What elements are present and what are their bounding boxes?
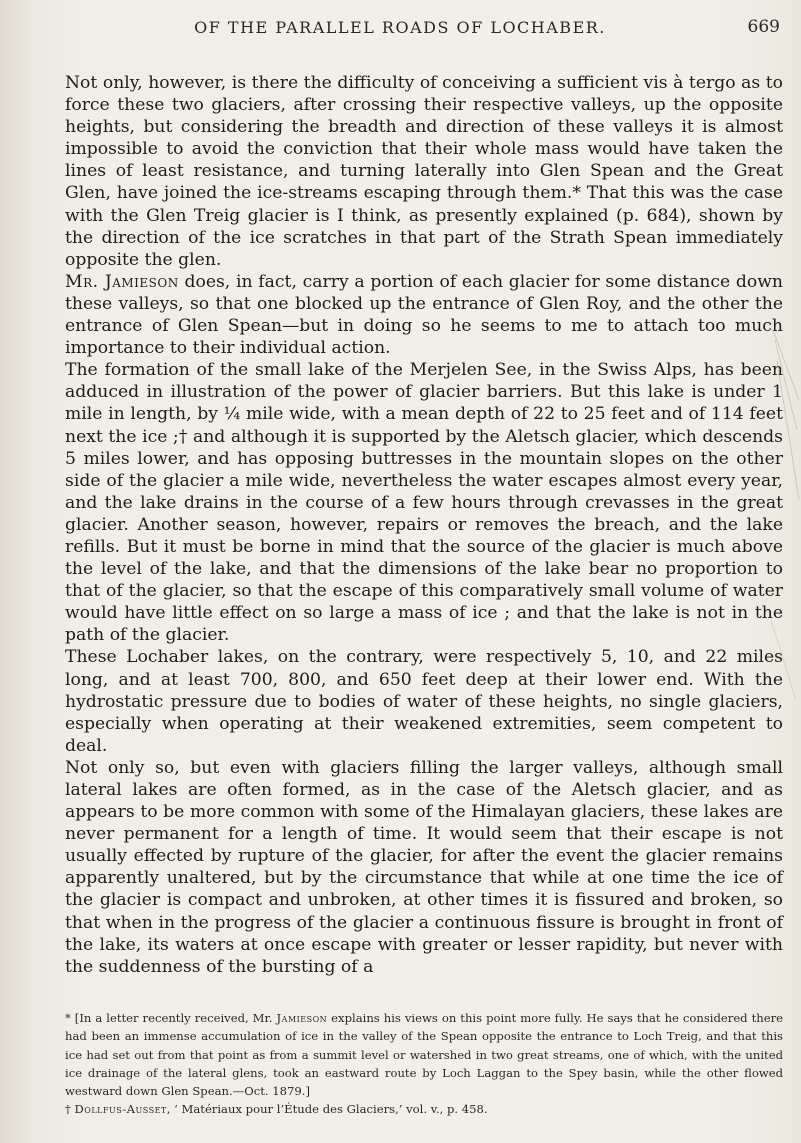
page-edge-shadow	[771, 320, 801, 740]
footnote-text: , ‘ Matériaux pour l’Étude des Glaciers,’ vol. v., p. 458.	[166, 1102, 488, 1117]
author-name: Dollfus-Ausset	[74, 1102, 167, 1117]
paragraph-text: Not only, however, is there the difficulty of conceiving a sufficient vis à tergo as to force these two glaciers, after crossing their respective valleys, up the opposite heights, but considering the breadth and direction of these valleys it is almost impossible to avoid the conviction that their whole mass would have taken the lines of least resistance, and turning laterally into Glen Spean and the Great Glen, have joined the ice-streams escaping through them.* That this was the case with the Glen Treig glacier is I think, as presently explained (p. 684), shown by the direction of the ice scratches in that part of the Strath Spean immediately opposite the glen.	[65, 73, 783, 270]
paragraph-text: The formation of the small lake of the Merjelen See, in the Swiss Alps, has been adduced in illustration of the power of glacier barriers. But this lake is under 1 mile in length, by ¼ mile wide, with a mean depth of 22 to 25 feet and of 114 feet next the ice ;† and although it is supported by the Aletsch glacier, which descends 5 miles lower, and has opposing buttresses in the mountain slopes on the other side of the glacier a mile wide, nevertheless the water escapes almost every year, and the lake drains in the course of a few hours through crevasses in the great glacier. Another season, however, repairs or removes the breach, and the lake refills. But it must be borne in mind that the source of the glacier is much above the level of the lake, and that the dimensions of the lake bear no proportion to that of the glacier, so that the escape of this comparatively small volume of water would have little effect on so large a mass of ice ; and that the lake is not in the path of the glacier.	[65, 360, 783, 646]
running-head: OF THE PARALLEL ROADS OF LOCHABER.	[194, 18, 606, 37]
paragraph-5	[65, 757, 783, 978]
paragraph-1	[65, 72, 783, 271]
paragraph-text: does, in fact, carry a portion of each glacier for some distance down these valleys, so that one blocked up the entrance of Glen Roy, and the other the entrance of Glen Spean—but in doing so he seems to me to attach too much importance to their individual action.	[65, 271, 783, 359]
footnote-text: explains his views on this point more fully. He says that he considered there had been an immense accumulation of ice in the valley of the Spean opposite the entrance to Loch Treig, and that this ice had set out from that point as from a summit level or watershed in two great streams, one of which, with the united ice drainage of the lateral glens, took an eastward route by Loch Laggan to the Spey basin, while the other flowed westward down Glen Spean.—Oct. 1879.]	[65, 1011, 783, 1099]
page-header	[60, 8, 780, 38]
page-number: 669	[747, 17, 780, 37]
paragraph-2	[65, 271, 783, 359]
footnote-text: * [In a letter recently received, Mr.	[65, 1011, 277, 1025]
author-name: Mr. Jamieson	[65, 271, 179, 292]
paragraph-4	[65, 646, 783, 756]
footnote-1	[65, 1009, 783, 1100]
footnote-text: †	[65, 1102, 75, 1117]
body-text	[65, 72, 783, 978]
author-name: Jamieson	[276, 1011, 328, 1025]
paragraph-text: These Lochaber lakes, on the contrary, were respectively 5, 10, and 22 miles long, and at least 700, 800, and 650 feet deep at their lower end. With the hydrostatic pressure due to bodies of water of these heights, no single glaciers, especially when operating at their weakened extremities, seem competent to deal.	[65, 647, 783, 756]
footnotes	[65, 1009, 783, 1119]
paragraph-text: Not only so, but even with glaciers filling the larger valleys, although small lateral lakes are often formed, as in the case of the Aletsch glacier, and as appears to be more common with some of the Himalayan glaciers, these lakes are never permanent for a length of time. It would seem that their escape is not usually effected by rupture of the glacier, for after the event the glacier remains apparently unaltered, but by the circumstance that while at one time the ice of the glacier is compact and unbroken, at other times it is fissured and broken, so that when in the progress of the glacier a continuous fissure is brought in front of the lake, its waters at once escape with greater or lesser rapidity, but never with the suddenness of the bursting of a	[65, 757, 783, 977]
paragraph-3	[65, 359, 783, 646]
footnote-2	[65, 1100, 783, 1118]
